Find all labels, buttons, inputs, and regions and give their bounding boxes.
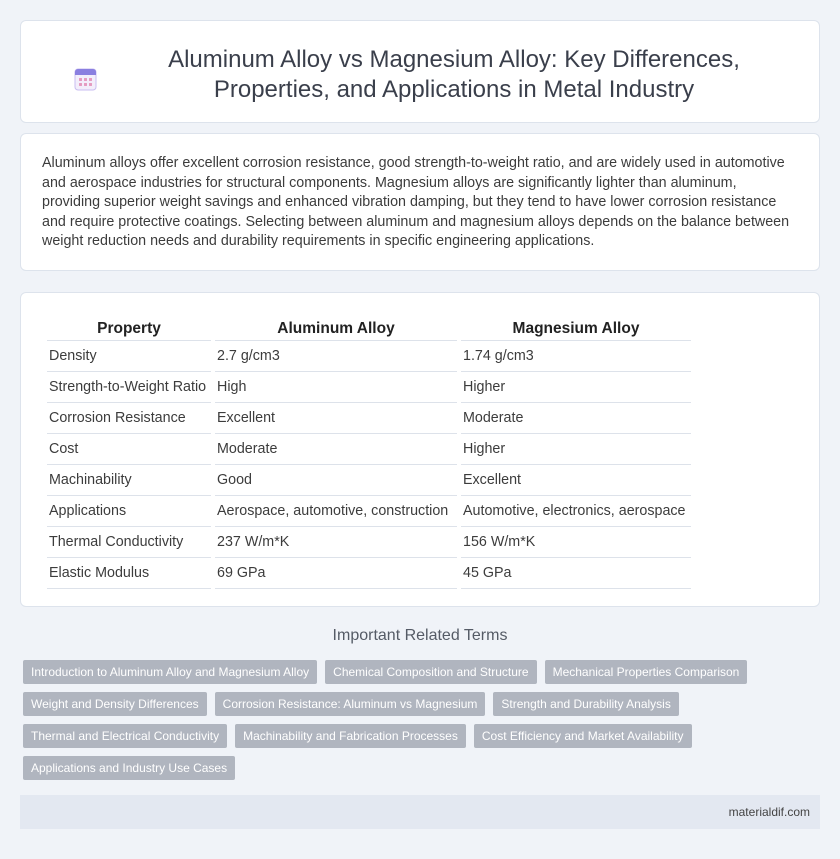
magnesium-cell: Excellent (461, 465, 691, 496)
header-property: Property (47, 315, 211, 341)
magnesium-cell: Higher (461, 372, 691, 403)
table-row (47, 496, 691, 527)
magnesium-cell: Moderate (461, 403, 691, 434)
magnesium-cell: 45 GPa (461, 558, 691, 589)
aluminum-cell: Aerospace, automotive, construction (215, 496, 457, 527)
related-terms-heading: Important Related Terms (332, 627, 508, 644)
magnesium-cell: 1.74 g/cm3 (461, 341, 691, 372)
aluminum-cell: Moderate (215, 434, 457, 465)
related-term-tag[interactable]: Introduction to Aluminum Alloy and Magnesium Alloy (23, 660, 317, 684)
page-title: Aluminum Alloy vs Magnesium Alloy: Key Differences, Properties, and Applications in Metal Industry (168, 46, 740, 103)
related-term-tag[interactable]: Mechanical Properties Comparison (545, 660, 748, 684)
related-term-tag[interactable]: Strength and Durability Analysis (493, 692, 678, 716)
footer-bar (20, 795, 820, 829)
table-row (47, 403, 691, 434)
property-cell: Elastic Modulus (47, 558, 211, 589)
table-row (47, 465, 691, 496)
summary-card (20, 133, 820, 271)
aluminum-cell: 69 GPa (215, 558, 457, 589)
header-magnesium: Magnesium Alloy (461, 315, 691, 341)
related-term-tag[interactable]: Weight and Density Differences (23, 692, 207, 716)
comparison-table (43, 315, 695, 589)
related-term-tag[interactable]: Applications and Industry Use Cases (23, 756, 235, 780)
table-header-row (47, 315, 691, 341)
property-cell: Corrosion Resistance (47, 403, 211, 434)
aluminum-cell: 237 W/m*K (215, 527, 457, 558)
related-term-tag[interactable]: Corrosion Resistance: Aluminum vs Magnesium (215, 692, 486, 716)
header-aluminum: Aluminum Alloy (215, 315, 457, 341)
aluminum-cell: High (215, 372, 457, 403)
aluminum-cell: Good (215, 465, 457, 496)
table-row (47, 558, 691, 589)
related-term-tag[interactable]: Machinability and Fabrication Processes (235, 724, 466, 748)
table-row (47, 372, 691, 403)
title-card (20, 20, 820, 123)
aluminum-cell: 2.7 g/cm3 (215, 341, 457, 372)
related-terms-list (23, 660, 783, 780)
property-cell: Cost (47, 434, 211, 465)
related-term-tag[interactable]: Chemical Composition and Structure (325, 660, 536, 684)
site-link[interactable]: materialdif.com (728, 805, 810, 819)
property-cell: Thermal Conductivity (47, 527, 211, 558)
related-term-tag[interactable]: Cost Efficiency and Market Availability (474, 724, 692, 748)
magnesium-cell: 156 W/m*K (461, 527, 691, 558)
property-cell: Strength-to-Weight Ratio (47, 372, 211, 403)
magnesium-cell: Automotive, electronics, aerospace (461, 496, 691, 527)
calendar-grid-icon (74, 67, 97, 91)
property-cell: Applications (47, 496, 211, 527)
table-row (47, 341, 691, 372)
magnesium-cell: Higher (461, 434, 691, 465)
table-row (47, 434, 691, 465)
comparison-table-card (20, 292, 820, 607)
property-cell: Machinability (47, 465, 211, 496)
table-row (47, 527, 691, 558)
related-term-tag[interactable]: Thermal and Electrical Conductivity (23, 724, 227, 748)
property-cell: Density (47, 341, 211, 372)
summary-paragraph: Aluminum alloys offer excellent corrosion resistance, good strength-to-weight ratio, and are widely used in automotive and aerospace industries for structural components. Magnesium alloys are significantly lighter than aluminum, providing superior weight savings and enhanced vibration damping, but they tend to have lower corrosion resistance and require protective coatings. Selecting between aluminum and magnesium alloys depends on the balance between weight reduction needs and durability requirements in specific engineering applications. (42, 155, 790, 249)
aluminum-cell: Excellent (215, 403, 457, 434)
